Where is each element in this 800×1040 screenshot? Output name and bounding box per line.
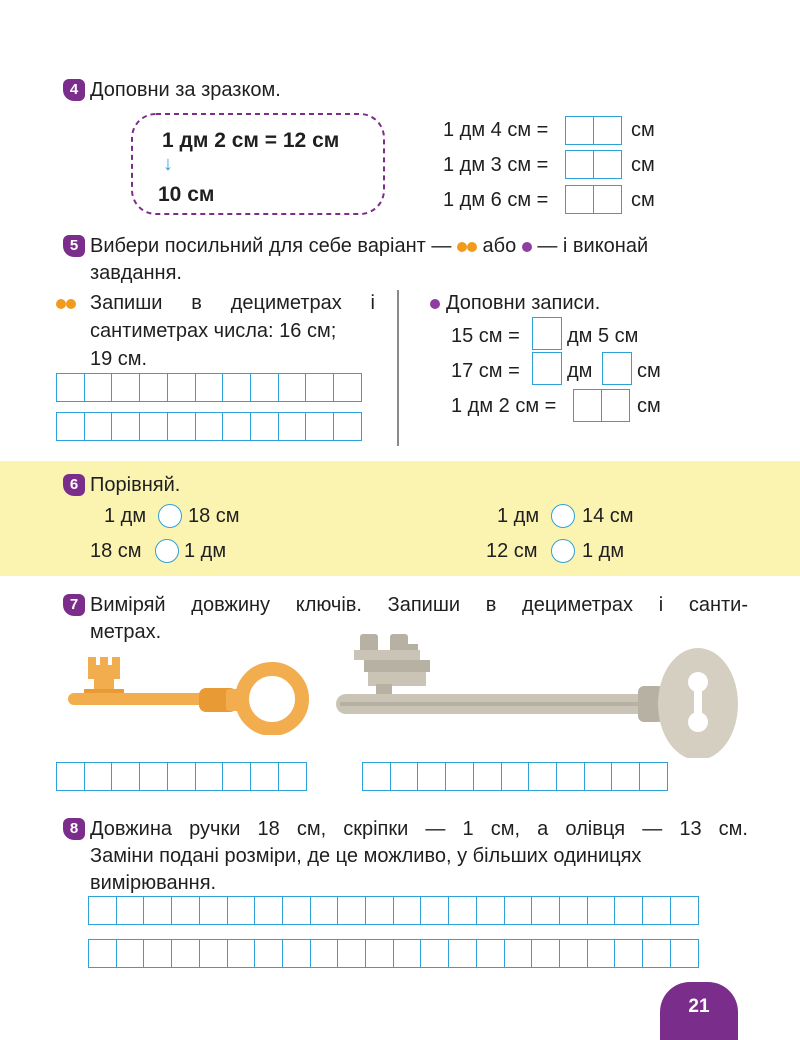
- t5-r1-box[interactable]: [532, 317, 562, 350]
- orange-dots-icon: [457, 235, 477, 257]
- t8-grid-row-1[interactable]: [88, 896, 697, 925]
- t6-item2-circle[interactable]: [155, 539, 179, 563]
- t5-r3-a: 1 дм 2 см =: [451, 395, 557, 417]
- task-5-number: 5: [63, 235, 85, 257]
- task-4-instruction: Доповни за зразком.: [90, 79, 281, 101]
- t4-row3-unit: см: [631, 189, 655, 211]
- grey-key-icon: [334, 630, 746, 758]
- t5-right-title: Доповни записи.: [446, 292, 601, 314]
- task-6-number: 6: [63, 474, 85, 496]
- task-6-instruction: Порівняй.: [90, 474, 181, 496]
- t4-row1-answer[interactable]: [565, 116, 620, 145]
- t5-r2-box-1[interactable]: [532, 352, 562, 385]
- t6-item3-right: 14 см: [582, 505, 634, 527]
- t4-row2-answer[interactable]: [565, 150, 620, 179]
- t8-grid-row-2[interactable]: [88, 939, 697, 968]
- t5-r3-answer[interactable]: [573, 389, 628, 422]
- column-divider: [397, 290, 399, 446]
- t5-r2-a: 17 см =: [451, 360, 520, 382]
- t4-row2-unit: см: [631, 154, 655, 176]
- orange-key-icon: [66, 655, 312, 735]
- purple-dot-icon: [522, 242, 532, 252]
- task-8-line1: Довжина ручки 18 см, скріпки — 1 см, а олівця — 13 см.: [90, 818, 748, 840]
- task-5-instruction-line2: завдання.: [90, 262, 182, 284]
- t5-r1-b: дм 5 см: [567, 325, 639, 347]
- t4-row3-left: 1 дм 6 см =: [443, 189, 549, 211]
- t4-row1-unit: см: [631, 119, 655, 141]
- t5-r3-b: см: [637, 395, 661, 417]
- example-line-2: 10 см: [158, 183, 215, 206]
- t5-r2-b: дм: [567, 360, 593, 382]
- task-4-number: 4: [63, 79, 85, 101]
- t5-left-line3: 19 см.: [90, 348, 148, 370]
- t5-r1-a: 15 см =: [451, 325, 520, 347]
- t6-item1-left: 1 дм: [104, 505, 147, 527]
- task-7-line2: метрах.: [90, 621, 162, 643]
- down-arrow-icon: ↓: [163, 153, 173, 175]
- purple-dot-icon: [430, 296, 440, 314]
- task-8-line3: вимірювання.: [90, 872, 217, 894]
- task-7-number: 7: [63, 594, 85, 616]
- t7-grid-orange-key[interactable]: [56, 762, 305, 791]
- t5-grid-row-2[interactable]: [56, 412, 361, 441]
- example-line-1: 1 дм 2 см = 12 см: [162, 129, 340, 152]
- t5-grid-row-1[interactable]: [56, 373, 361, 402]
- task-7-line1: Виміряй довжину ключів. Запиши в дециметрах і санти-: [90, 594, 748, 616]
- t6-item4-right: 1 дм: [582, 540, 625, 562]
- t6-item3-left: 1 дм: [497, 505, 540, 527]
- t6-item2-left: 18 см: [90, 540, 142, 562]
- t6-item1-right: 18 см: [188, 505, 240, 527]
- t4-row3-answer[interactable]: [565, 185, 620, 214]
- page-number: 21: [688, 996, 710, 1017]
- t6-item1-circle[interactable]: [158, 504, 182, 528]
- t6-item4-left: 12 см: [486, 540, 538, 562]
- t6-item2-right: 1 дм: [184, 540, 227, 562]
- t4-row1-left: 1 дм 4 см =: [443, 119, 549, 141]
- t5-left-line1: Запиши в дециметрах і: [90, 292, 375, 314]
- t6-item4-circle[interactable]: [551, 539, 575, 563]
- orange-dots-icon: [56, 296, 76, 314]
- t5-r2-c: см: [637, 360, 661, 382]
- t5-left-line2: сантиметрах числа: 16 см;: [90, 320, 337, 342]
- task-5-instruction: Вибери посильний для себе варіант — або — і виконай: [90, 235, 649, 257]
- t5-r2-box-2[interactable]: [602, 352, 632, 385]
- task-8-line2: Заміни подані розміри, де це можливо, у більших одиницях: [90, 845, 642, 867]
- t4-row2-left: 1 дм 3 см =: [443, 154, 549, 176]
- t7-grid-grey-key[interactable]: [362, 762, 667, 791]
- t6-item3-circle[interactable]: [551, 504, 575, 528]
- task-8-number: 8: [63, 818, 85, 840]
